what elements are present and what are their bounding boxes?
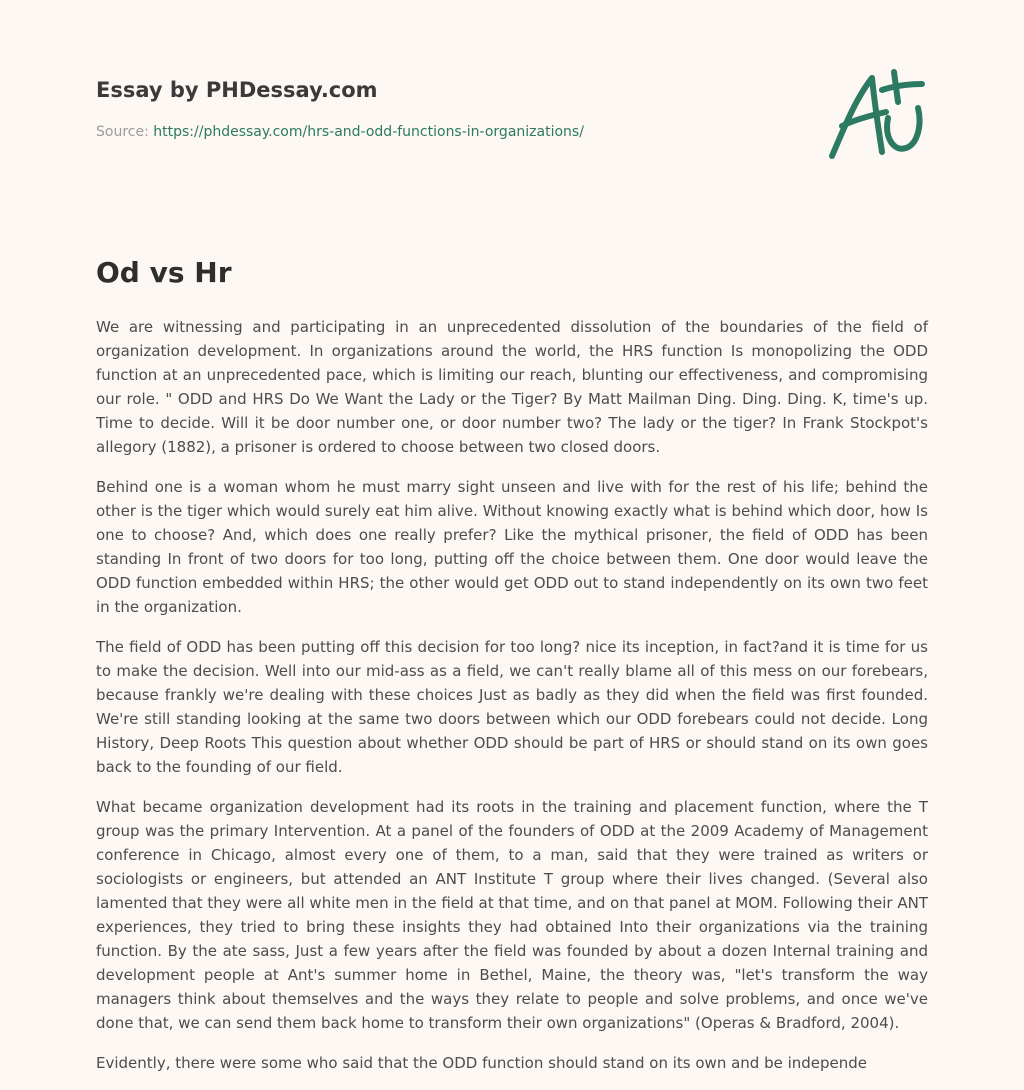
source-line	[96, 124, 584, 140]
a-plus-logo-icon	[824, 68, 928, 164]
paragraph: Evidently, there were some who said that the ODD function should stand on its own and be independe	[96, 1054, 868, 1072]
paragraph: We are witnessing and participating in an unprecedented dissolution of the boundaries of the field of organization development. In organizations around the world, the HRS function Is monopolizing the ODD function at an unprecedented pace, which is limiting our reach, blunting our effectiveness, and compromising our role. " ODD and HRS Do We Want the Lady or the Tiger? By Matt Mailman Ding. Ding. Ding. K, time's up. Time to decide. Will it be door number one, or door number two? The lady or the tiger? In Frank Stockpot's allegory (1882), a prisoner is ordered to choose between two closed doors.	[96, 318, 928, 456]
source-label: Source:	[96, 124, 149, 140]
paragraph: What became organization development had its roots in the training and placement function, where the T group was the primary Intervention. At a panel of the founders of ODD at the 2009 Academy of Management conference in Chicago, almost every one of them, to a man, said that they were trained as writers or sociologists or engineers, but attended an ANT Institute T group where their lives changed. (Several also lamented that they were all white men in the field at that time, and on that panel at MOM. Following their ANT experiences, they tried to bring these insights they had obtained Into their organizations via the training function. By the ate sass, Just a few years after the field was founded by about a dozen Internal training and development people at Ant's summer home in Bethel, Maine, the theory was, "let's transform the way managers think about themselves and the ways they relate to people and solve problems, and once we've done that, we can send them back home to transform their own organizations" (Operas & Bradford, 2004).	[96, 798, 928, 1032]
paragraph: Behind one is a woman whom he must marry sight unseen and live with for the rest of his life; behind the other is the tiger which would surely eat him alive. Without knowing exactly what is behind which door, how Is one to choose? And, which does one really prefer? Like the mythical prisoner, the field of ODD has been standing In front of two doors for too long, putting off the choice between them. One door would leave the ODD function embedded within HRS; the other would get ODD out to stand independently on its own two feet in the organization.	[96, 478, 928, 616]
document-title: Od vs Hr	[96, 256, 232, 289]
site-title: Essay by PHDessay.com	[96, 78, 378, 102]
paragraph: The field of ODD has been putting off this decision for too long? nice its inception, in fact?and it is time for us to make the decision. Well into our mid-ass as a field, we can't really blame all of this mess on our forebears, because frankly we're dealing with these choices Just as badly as they did when the field was first founded. We're still standing looking at the same two doors between which our ODD forebears could not decide. Long History, Deep Roots This question about whether ODD should be part of HRS or should stand on its own goes back to the founding of our field.	[96, 638, 928, 776]
essay-body	[96, 315, 928, 1075]
source-link[interactable]: https://phdessay.com/hrs-and-odd-functions-in-organizations/	[153, 124, 584, 140]
page-header	[96, 0, 928, 230]
